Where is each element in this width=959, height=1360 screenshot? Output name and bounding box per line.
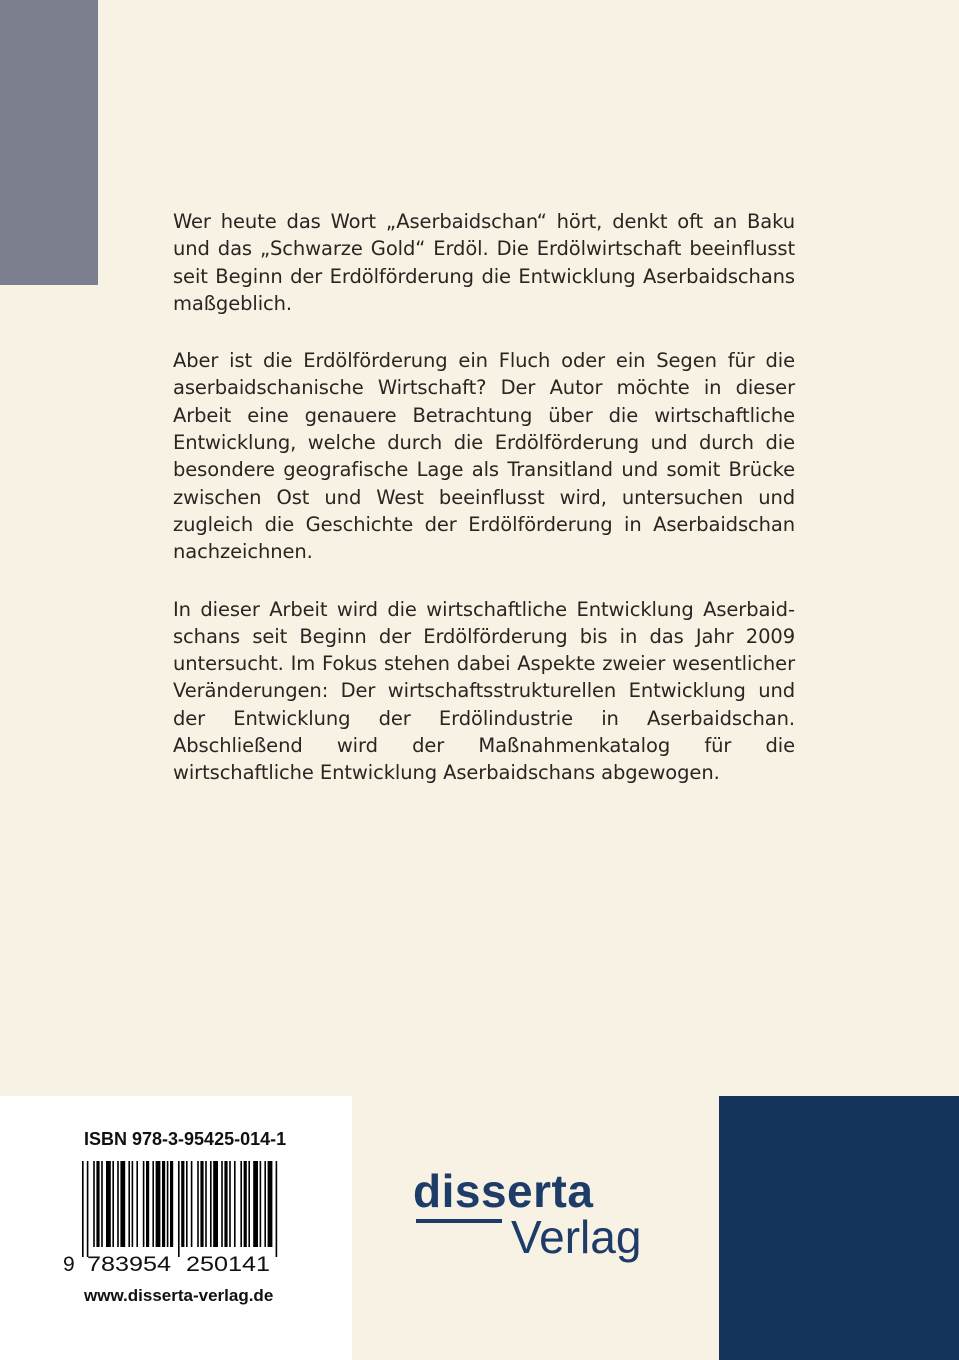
barcode-bar: [181, 1161, 184, 1247]
barcode-bar: [152, 1161, 154, 1247]
barcode-bar: [132, 1161, 134, 1247]
barcode-image: [60, 1161, 285, 1279]
barcode-bar: [229, 1161, 231, 1247]
blurb-paragraph-2: Aber ist die Erdölförderung ein Fluch oder ein Segen für die aserbaidschanische Wirtschaft? Der Autor möchte in dieser Arbeit eine genauere Betrachtung über die wirtschaftliche Entwicklung, welche durch die Erdölförderung und durch die besondere geografische Lage als Transitland und somit Brücke zwischen Ost und West beeinflusst wird, untersuchen und zugleich die Geschichte der Erdölförderung in Aserbaidschan nachzeichnen.: [173, 349, 795, 564]
barcode-bar: [87, 1161, 89, 1257]
blurb-paragraph-3: In dieser Arbeit wird die wirtschaftliche Entwicklung Aserbaidschans seit Beginn der Erdölförderung bis in das Jahr 2009 untersucht. Im Fokus stehen dabei Aspekte zweier wesentlicher Veränderungen: Der wirtschaftsstrukturellen Entwicklung und der Entwicklung der Erdölindustrie in Aserbaidschan. Abschließend wird der Maßnahmenkatalog für die wirtschaftliche Entwicklung Aserbaidschans abgewogen.: [173, 597, 795, 785]
barcode-digits-left: 783954: [87, 1253, 172, 1276]
barcode-bar: [244, 1161, 247, 1247]
barcode-bar: [128, 1161, 130, 1247]
logo-word-verlag: Verlag: [511, 1211, 642, 1263]
logo-underline: [416, 1219, 502, 1223]
barcode-bar: [146, 1161, 149, 1247]
barcode-bar: [162, 1161, 165, 1247]
barcode-bar: [240, 1161, 242, 1247]
barcode-bar: [167, 1161, 169, 1247]
barcode-bar: [101, 1161, 103, 1247]
barcode-bar: [276, 1161, 278, 1257]
barcode-bar: [82, 1161, 84, 1257]
barcode-bar: [234, 1161, 236, 1247]
barcode-bar: [253, 1161, 258, 1247]
isbn-panel: [0, 1096, 352, 1360]
barcode-bar: [117, 1161, 119, 1247]
barcode-bar: [224, 1161, 227, 1247]
barcode-bar: [248, 1161, 250, 1247]
barcode-bar: [264, 1161, 266, 1247]
barcode-bar: [205, 1161, 207, 1247]
brand-color-block: [719, 1096, 959, 1360]
barcode-bar: [178, 1161, 180, 1257]
blurb-paragraph-1: Wer heute das Wort „Aserbaidschan“ hört, denkt oft an Baku und das „Schwarze Gold“ Erdöl. Die Erdölwirtschaft beeinflusst seit Beginn der Erdölförderung die Entwicklung Aserbaidschans maßgeblich.: [173, 210, 795, 315]
barcode-bar: [136, 1161, 138, 1247]
barcode-bar: [143, 1161, 145, 1247]
barcode-bar: [221, 1161, 223, 1247]
logo-word-disserta: disserta: [413, 1165, 594, 1217]
barcode-bar: [120, 1161, 125, 1247]
barcode-bar: [156, 1161, 161, 1247]
barcode-bar: [213, 1161, 218, 1247]
back-cover-blurb: [173, 208, 795, 817]
publisher-logo: [413, 1165, 663, 1278]
barcode-bar: [200, 1161, 203, 1247]
barcode-bar: [268, 1161, 273, 1247]
barcode-bar: [210, 1161, 212, 1247]
barcode-bar: [93, 1161, 95, 1247]
barcode-digit-first: 9: [63, 1253, 75, 1276]
barcode-bar: [96, 1161, 99, 1247]
barcode-bar: [197, 1161, 199, 1247]
barcode-bar: [186, 1161, 188, 1247]
barcode-bar: [191, 1161, 193, 1247]
isbn-label: ISBN 978-3-95425-014-1: [84, 1129, 287, 1149]
publisher-website[interactable]: www.disserta-verlag.de: [84, 1286, 274, 1305]
decorative-side-bar: [0, 0, 98, 285]
barcode-bar: [112, 1161, 114, 1247]
barcode-digits-right: 250141: [186, 1253, 270, 1276]
barcode-bar: [260, 1161, 262, 1247]
barcode-bar: [170, 1161, 173, 1247]
barcode-bar: [106, 1161, 111, 1247]
